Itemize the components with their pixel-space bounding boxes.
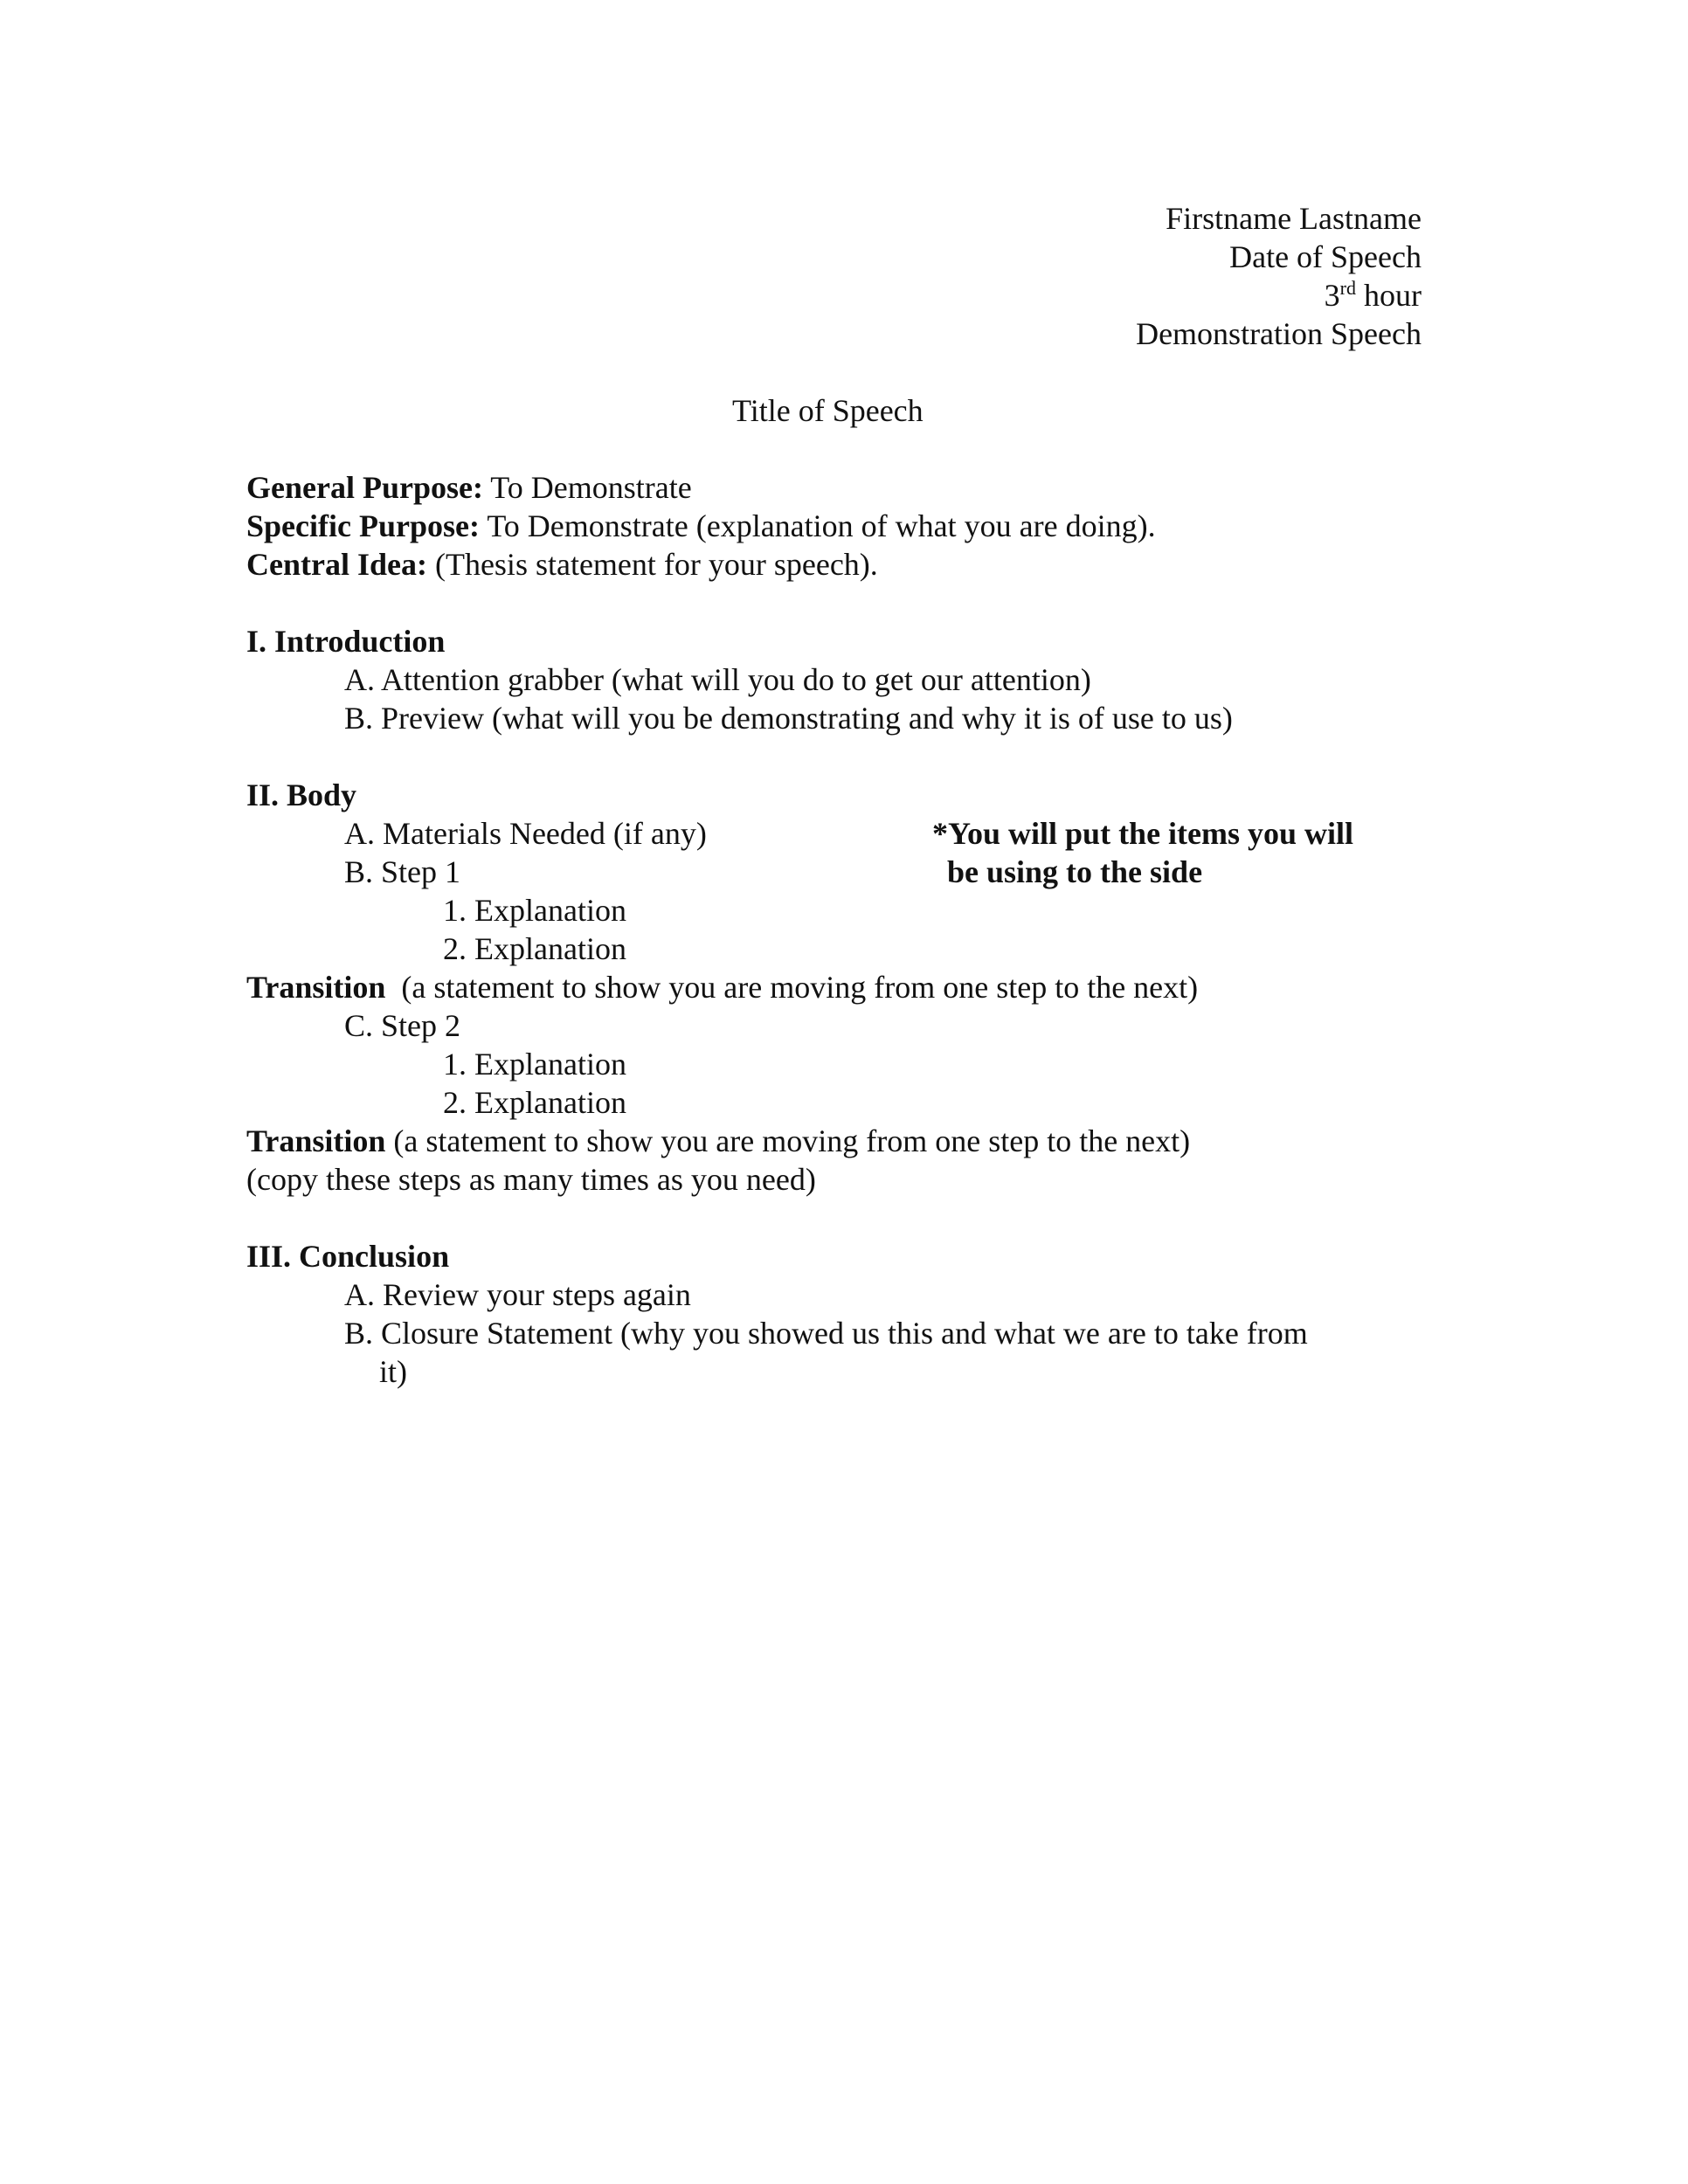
central-idea-text: (Thesis statement for your speech).: [426, 547, 878, 582]
body-item-c: C. Step 2: [344, 1008, 461, 1043]
body-item-c1: 1. Explanation: [443, 1047, 626, 1082]
introduction-item-b: B. Preview (what will you be demonstrating and why it is of use to us): [344, 701, 1233, 736]
header-date: Date of Speech: [1229, 239, 1422, 274]
transition-1: [246, 968, 1198, 1006]
body-item-b2: 2. Explanation: [443, 931, 626, 966]
specific-purpose-label: Specific Purpose:: [246, 508, 480, 543]
transition-1-label: Transition: [246, 970, 386, 1005]
header-speech-type: Demonstration Speech: [1136, 316, 1422, 351]
central-idea: [246, 545, 878, 584]
materials-note-line2: be using to the side: [947, 854, 1203, 889]
header-hour: [1325, 276, 1422, 314]
conclusion-item-b-line2: it): [379, 1354, 407, 1389]
body-heading: II. Body: [246, 778, 357, 812]
general-purpose-label: General Purpose:: [246, 470, 483, 505]
body-item-c2: 2. Explanation: [443, 1085, 626, 1120]
hour-suffix: rd: [1339, 277, 1356, 299]
hour-number: 3: [1324, 278, 1340, 313]
materials-note-line1: *You will put the items you will: [932, 816, 1354, 851]
general-purpose: [246, 468, 692, 507]
introduction-heading: I. Introduction: [246, 624, 446, 659]
conclusion-item-a: A. Review your steps again: [344, 1277, 691, 1312]
transition-2: [246, 1122, 1190, 1160]
header-name: Firstname Lastname: [1166, 201, 1422, 236]
transition-1-text: (a statement to show you are moving from one step to the next): [385, 970, 1199, 1005]
introduction-item-a: A. Attention grabber (what will you do to get our attention): [344, 662, 1091, 697]
specific-purpose-text: To Demonstrate (explanation of what you are doing).: [479, 508, 1156, 543]
transition-2-text: (a statement to show you are moving from one step to the next): [385, 1123, 1191, 1158]
copy-steps-note: (copy these steps as many times as you need): [246, 1162, 816, 1197]
body-item-b1: 1. Explanation: [443, 893, 626, 928]
conclusion-heading: III. Conclusion: [246, 1239, 450, 1274]
specific-purpose: [246, 507, 1156, 545]
body-item-b: B. Step 1: [344, 854, 461, 889]
central-idea-label: Central Idea:: [246, 547, 427, 582]
conclusion-item-b-line1: B. Closure Statement (why you showed us this and what we are to take from: [344, 1316, 1308, 1351]
general-purpose-text: To Demonstrate: [482, 470, 692, 505]
hour-word: hour: [1356, 278, 1422, 313]
transition-2-label: Transition: [246, 1123, 386, 1158]
page-title: Title of Speech: [732, 393, 924, 428]
body-item-a: A. Materials Needed (if any): [344, 816, 707, 851]
